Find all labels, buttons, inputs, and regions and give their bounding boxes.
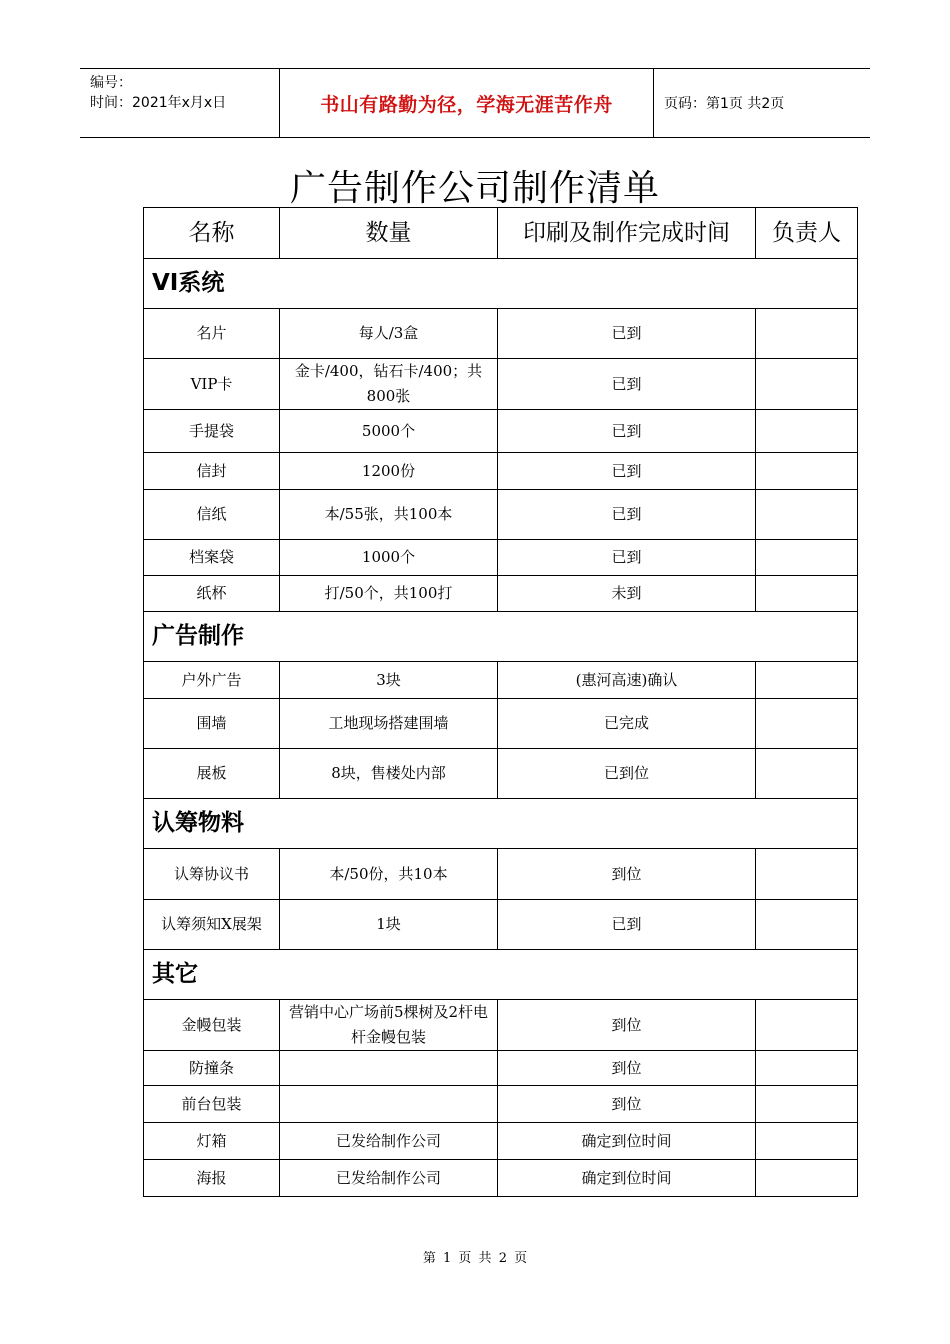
cell-qty: 金卡/400，钻石卡/400；共800张 [280,359,498,410]
header-page-info: 页码：第1页 共2页 [664,96,785,112]
header-motto: 书山有路勤为径，学海无涯苦作舟 [280,69,654,137]
cell-owner [756,453,858,490]
cell-qty: 1000个 [280,540,498,576]
cell-qty: 打/50个，共100打 [280,576,498,612]
cell-qty: 每人/3盒 [280,309,498,359]
cell-qty: 1200份 [280,453,498,490]
cell-status: 到位 [498,1051,756,1086]
cell-qty: 已发给制作公司 [280,1160,498,1197]
cell-qty: 营销中心广场前5棵树及2杆电杆金幔包装 [280,1000,498,1051]
table-row [144,849,858,900]
table-header-row [144,208,858,259]
cell-name: 户外广告 [144,662,280,699]
cell-owner [756,490,858,540]
cell-owner [756,540,858,576]
cell-status: 已到 [498,359,756,410]
cell-name: 灯箱 [144,1123,280,1160]
cell-name: 认筹协议书 [144,849,280,900]
table-row [144,749,858,799]
cell-owner [756,309,858,359]
cell-name: 认筹须知X展架 [144,900,280,950]
section-row [144,259,858,309]
cell-status: 到位 [498,849,756,900]
cell-name: 前台包装 [144,1086,280,1123]
cell-name: 档案袋 [144,540,280,576]
cell-owner [756,359,858,410]
column-header-quantity: 数量 [280,208,498,259]
cell-name: 信纸 [144,490,280,540]
cell-owner [756,410,858,453]
cell-qty: 已发给制作公司 [280,1123,498,1160]
cell-qty: 本/50份，共10本 [280,849,498,900]
table-row [144,576,858,612]
cell-owner [756,576,858,612]
cell-status: 已到 [498,540,756,576]
cell-owner [756,662,858,699]
cell-status: 已到 [498,453,756,490]
table-row [144,309,858,359]
cell-owner [756,1051,858,1086]
cell-owner [756,749,858,799]
section-title: 广告制作 [144,612,858,662]
cell-status: 确定到位时间 [498,1160,756,1197]
section-row [144,799,858,849]
cell-name: 防撞条 [144,1051,280,1086]
cell-qty: 工地现场搭建围墙 [280,699,498,749]
cell-qty: 3块 [280,662,498,699]
cell-status: 已完成 [498,699,756,749]
table-row [144,662,858,699]
date-label: 时间：2021年x月x日 [90,95,227,111]
cell-owner [756,900,858,950]
cell-name: 名片 [144,309,280,359]
table-row [144,410,858,453]
cell-qty: 8块，售楼处内部 [280,749,498,799]
cell-name: 信封 [144,453,280,490]
table-row [144,453,858,490]
cell-name: 手提袋 [144,410,280,453]
cell-qty: 5000个 [280,410,498,453]
section-title: 其它 [144,950,858,1000]
cell-name: 金幔包装 [144,1000,280,1051]
cell-status: 未到 [498,576,756,612]
cell-status: 已到 [498,410,756,453]
cell-owner [756,1086,858,1123]
production-list-table [143,207,858,1197]
cell-status: 已到 [498,490,756,540]
cell-status: 已到位 [498,749,756,799]
cell-name: VIP卡 [144,359,280,410]
column-header-completion-time: 印刷及制作完成时间 [498,208,756,259]
cell-qty: 1块 [280,900,498,950]
table-row [144,900,858,950]
number-label: 编号： [90,75,132,91]
cell-qty [280,1086,498,1123]
cell-owner [756,1000,858,1051]
cell-owner [756,1160,858,1197]
table-body [144,259,858,1197]
table-row [144,1051,858,1086]
header-meta [80,69,280,137]
section-row [144,950,858,1000]
table-row [144,490,858,540]
table-row [144,359,858,410]
document-header [80,68,870,138]
cell-status: 到位 [498,1086,756,1123]
cell-qty [280,1051,498,1086]
cell-owner [756,699,858,749]
section-title: VI系统 [144,259,858,309]
cell-status: 已到 [498,309,756,359]
cell-status: 到位 [498,1000,756,1051]
table-row [144,1000,858,1051]
page-title: 广告制作公司制作清单 [289,168,660,209]
section-row [144,612,858,662]
table-row [144,699,858,749]
cell-owner [756,1123,858,1160]
cell-name: 海报 [144,1160,280,1197]
table-row [144,540,858,576]
cell-name: 展板 [144,749,280,799]
table-row [144,1086,858,1123]
cell-status: 确定到位时间 [498,1123,756,1160]
cell-name: 纸杯 [144,576,280,612]
column-header-owner: 负责人 [756,208,858,259]
cell-status: 已到 [498,900,756,950]
table-row [144,1123,858,1160]
cell-qty: 本/55张，共100本 [280,490,498,540]
table-row [144,1160,858,1197]
page-footer: 第 1 页 共 2 页 [422,1251,528,1266]
cell-owner [756,849,858,900]
section-title: 认筹物料 [144,799,858,849]
column-header-name: 名称 [144,208,280,259]
cell-name: 围墙 [144,699,280,749]
cell-status: (惠河高速)确认 [498,662,756,699]
